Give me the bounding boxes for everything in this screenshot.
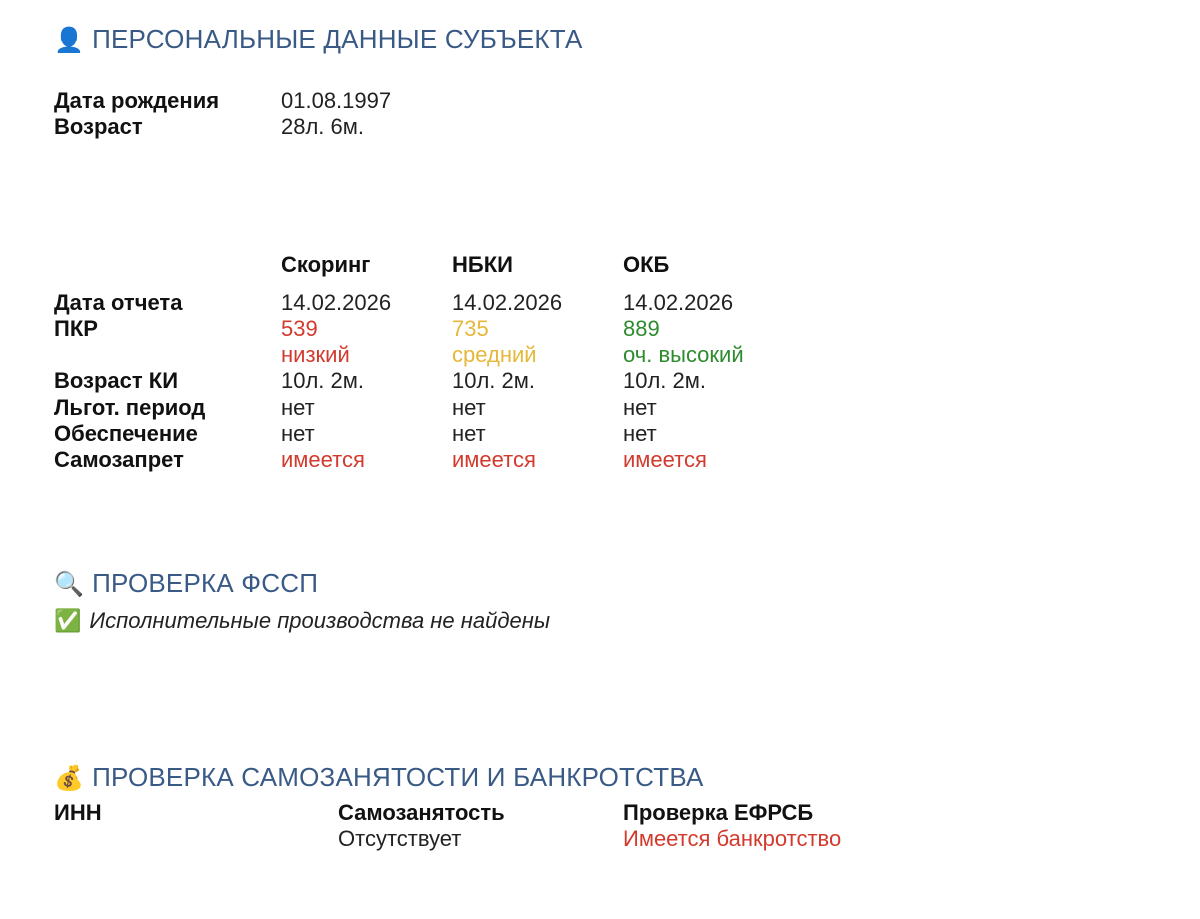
self-employment-value: Отсутствует (338, 826, 462, 851)
column-header-okb: ОКБ (623, 252, 670, 277)
grace-period-nbki: нет (452, 395, 486, 420)
money-bag-icon: 💰 (54, 765, 85, 792)
birth-date-value: 01.08.1997 (281, 88, 392, 113)
self-ban-okb: имеется (623, 447, 707, 472)
self-ban-scoring: имеется (281, 447, 365, 472)
report-date-scoring: 14.02.2026 (281, 290, 392, 315)
person-icon: 👤 (54, 27, 85, 54)
credit-history-age-okb: 10л. 2м. (623, 368, 707, 393)
magnifier-icon: 🔍 (54, 571, 85, 598)
pkr-okb-value: 889 (623, 316, 660, 341)
self-ban-label: Самозапрет (54, 447, 184, 472)
efrsb-label: Проверка ЕФРСБ (623, 800, 814, 825)
collateral-nbki: нет (452, 421, 486, 446)
credit-history-age-label: Возраст КИ (54, 368, 179, 393)
personal-section-title: 👤 ПЕРСОНАЛЬНЫЕ ДАННЫЕ СУБЪЕКТА (54, 24, 583, 54)
age-label: Возраст (54, 114, 143, 139)
credit-history-age-nbki: 10л. 2м. (452, 368, 536, 393)
grace-period-scoring: нет (281, 395, 315, 420)
report-date-okb: 14.02.2026 (623, 290, 734, 315)
selfemployment-section-title: 💰 ПРОВЕРКА САМОЗАНЯТОСТИ И БАНКРОТСТВА (54, 762, 704, 792)
pkr-nbki-rating: средний (452, 342, 537, 367)
pkr-nbki-value: 735 (452, 316, 489, 341)
pkr-scoring-rating: низкий (281, 342, 350, 367)
fssp-section-title: 🔍 ПРОВЕРКА ФССП (54, 568, 319, 598)
grace-period-okb: нет (623, 395, 657, 420)
grace-period-label: Льгот. период (54, 395, 206, 420)
inn-label: ИНН (54, 800, 102, 825)
self-employment-label: Самозанятость (338, 800, 505, 825)
efrsb-value: Имеется банкротство (623, 826, 842, 851)
birth-date-label: Дата рождения (54, 88, 220, 113)
collateral-okb: нет (623, 421, 657, 446)
report-date-nbki: 14.02.2026 (452, 290, 563, 315)
fssp-status: ✅ Исполнительные производства не найдены (54, 608, 551, 633)
age-value: 28л. 6м. (281, 114, 365, 139)
self-ban-nbki: имеется (452, 447, 536, 472)
pkr-scoring-value: 539 (281, 316, 318, 341)
pkr-label: ПКР (54, 316, 98, 341)
collateral-scoring: нет (281, 421, 315, 446)
collateral-label: Обеспечение (54, 421, 198, 446)
report-date-label: Дата отчета (54, 290, 183, 315)
pkr-okb-rating: оч. высокий (623, 342, 744, 367)
column-header-scoring: Скоринг (281, 252, 371, 277)
column-header-nbki: НБКИ (452, 252, 513, 277)
credit-history-age-scoring: 10л. 2м. (281, 368, 365, 393)
check-mark-icon: ✅ (54, 608, 82, 633)
